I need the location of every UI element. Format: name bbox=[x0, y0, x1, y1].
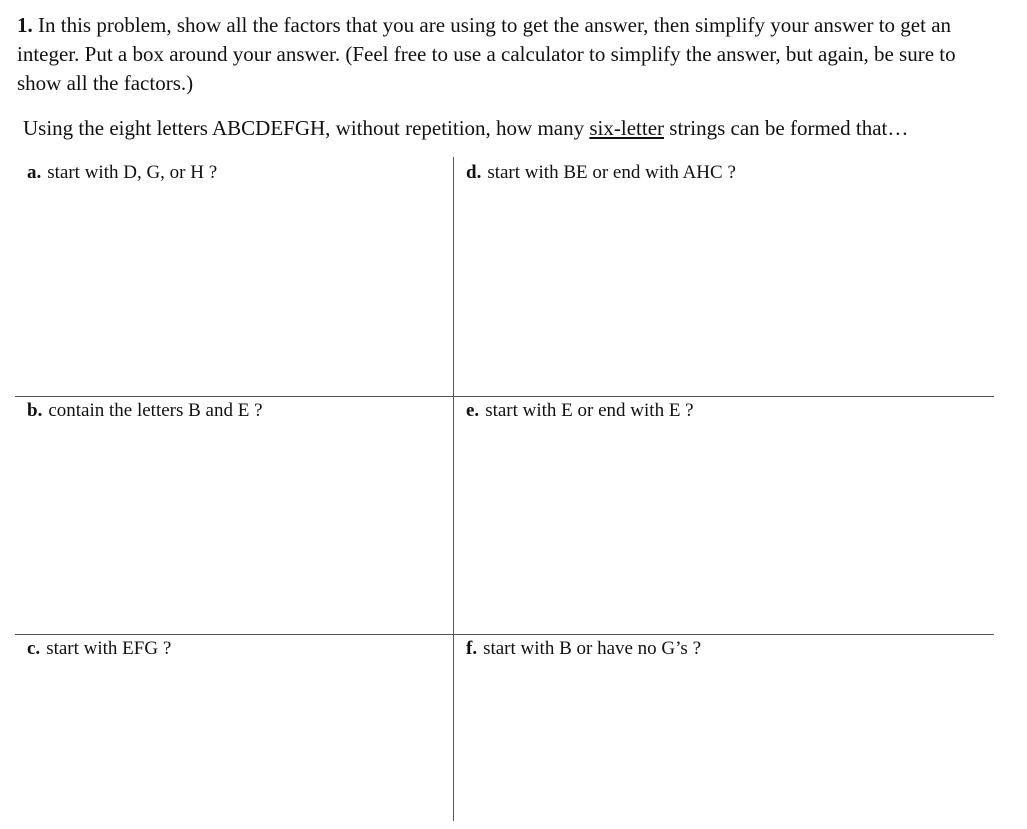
part-letter: b. bbox=[27, 400, 43, 421]
part-e-prompt bbox=[466, 399, 694, 423]
lead-text-before: Using the eight letters ABCDEFGH, without repetition, how many bbox=[23, 116, 590, 140]
part-text: start with BE or end with AHC ? bbox=[487, 162, 736, 183]
lead-underlined-term: six-letter bbox=[589, 116, 665, 140]
part-letter: a. bbox=[27, 162, 42, 183]
part-c-prompt bbox=[27, 637, 171, 661]
grid-vertical-divider bbox=[453, 157, 454, 821]
part-f-prompt bbox=[466, 637, 701, 661]
part-text: start with EFG ? bbox=[46, 638, 172, 659]
lead-text-after: strings can be formed that… bbox=[664, 116, 909, 140]
part-letter: d. bbox=[466, 162, 482, 183]
part-text: start with B or have no G’s ? bbox=[483, 638, 702, 659]
part-letter: f. bbox=[466, 638, 478, 659]
problem-instructions bbox=[17, 11, 1002, 98]
part-a-prompt bbox=[27, 161, 217, 185]
part-d-prompt bbox=[466, 161, 736, 185]
part-letter: e. bbox=[466, 400, 480, 421]
part-text: contain the letters B and E ? bbox=[48, 400, 263, 421]
grid-horizontal-divider bbox=[15, 634, 994, 635]
part-b-prompt bbox=[27, 399, 263, 423]
problem-lead-question bbox=[23, 114, 908, 143]
part-text: start with E or end with E ? bbox=[485, 400, 694, 421]
grid-horizontal-divider bbox=[15, 396, 994, 397]
instructions-text: In this problem, show all the factors that you are using to get the answer, then simplify your answer to get an integer. Put a box around your answer. (Feel free to use a calculator to simplify the answer, but again, be sure to show all the factors.) bbox=[17, 13, 956, 95]
part-text: start with D, G, or H ? bbox=[47, 162, 218, 183]
problem-number: 1. bbox=[17, 13, 33, 37]
part-letter: c. bbox=[27, 638, 41, 659]
